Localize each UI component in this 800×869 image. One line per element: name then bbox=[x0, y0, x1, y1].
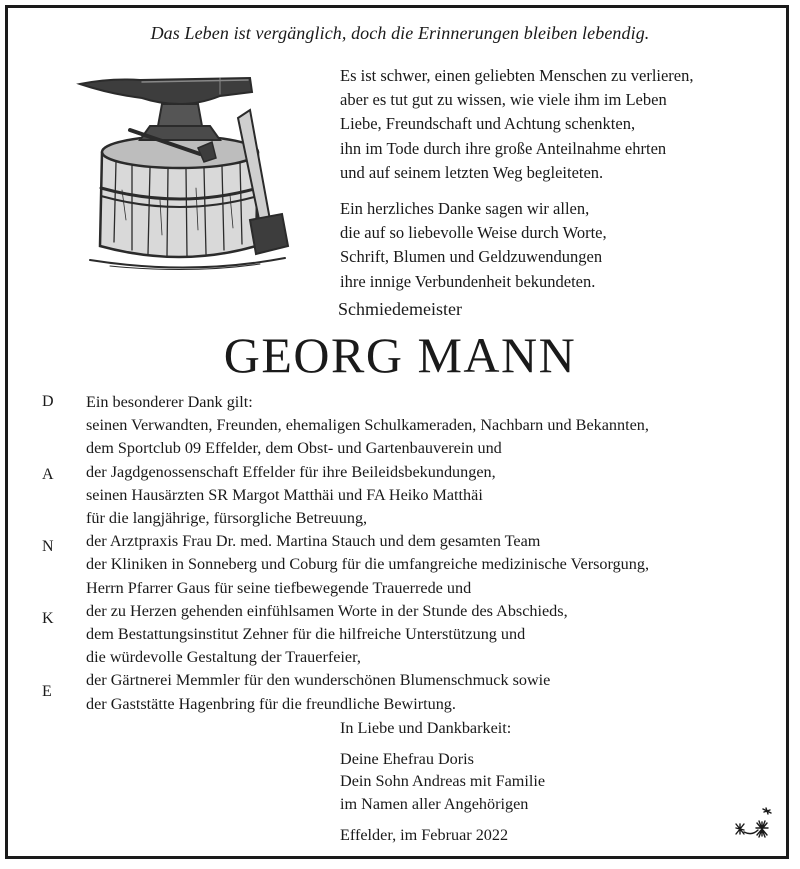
intro-text bbox=[340, 64, 780, 294]
intro-line: die auf so liebevolle Weise durch Worte, bbox=[340, 223, 607, 243]
thanks-line: der Gärtnerei Memmler für den wunderschönen Blumenschmuck sowie bbox=[86, 671, 551, 690]
intro-line: Ein herzliches Danke sagen wir allen, bbox=[340, 199, 590, 219]
thanks-line: Herrn Pfarrer Gaus für seine tiefbewegende Trauerrede und bbox=[86, 578, 472, 597]
deceased-name: GEORG MANN bbox=[223, 327, 577, 383]
intro-line: Liebe, Freundschaft und Achtung schenkten, bbox=[340, 114, 636, 134]
intro-line: Es ist schwer, einen geliebten Menschen zu verlieren, bbox=[340, 66, 694, 85]
thanks-line: der zu Herzen gehenden einfühlsamen Worte in der Stunde des Abschieds, bbox=[86, 601, 568, 620]
floral-sprig-icon bbox=[726, 806, 776, 846]
signer: Deine Ehefrau Doris bbox=[340, 749, 474, 768]
thanks-line: dem Sportclub 09 Effelder, dem Obst- und Gartenbauverein und bbox=[86, 439, 502, 458]
signer: im Namen aller Angehörigen bbox=[340, 794, 529, 813]
place-date: Effelder, im Februar 2022 bbox=[340, 826, 509, 844]
thanks-text bbox=[86, 391, 786, 716]
intro-line: aber es tut gut zu wissen, wie viele ihm im Leben bbox=[340, 90, 667, 110]
dank-letter: K bbox=[42, 610, 54, 627]
thanks-line: dem Bestattungsinstitut Zehner für die hilfreiche Unterstützung und bbox=[86, 625, 526, 644]
thanks-line: die würdevolle Gestaltung der Trauerfeier, bbox=[86, 648, 361, 667]
closing-greeting: In Liebe und Dankbarkeit: bbox=[340, 719, 512, 737]
thanks-line: seinen Hausärzten SR Margot Matthäi und FA Heiko Matthäi bbox=[86, 485, 483, 504]
intro-line: und auf seinem letzten Weg begleiteten. bbox=[340, 162, 604, 182]
thanks-line: Ein besonderer Dank gilt: bbox=[86, 393, 253, 411]
intro-paragraph-2 bbox=[340, 197, 780, 294]
thanks-line: der Kliniken in Sonneberg und Coburg für die umfangreiche medizinische Versorgung, bbox=[86, 555, 649, 574]
intro-line: Schrift, Blumen und Geldzuwendungen bbox=[340, 247, 603, 267]
profession: Schmiedemeister bbox=[338, 299, 462, 319]
intro-paragraph-1 bbox=[340, 64, 780, 185]
intro-line: ihre innige Verbundenheit bekundeten. bbox=[340, 271, 596, 291]
signer: Dein Sohn Andreas mit Familie bbox=[340, 772, 546, 790]
dank-letter: D bbox=[42, 393, 54, 410]
intro-line: ihn im Tode durch ihre große Anteilnahme ehrten bbox=[340, 138, 667, 158]
dank-letter: N bbox=[42, 538, 54, 555]
dank-letter: A bbox=[42, 466, 54, 483]
signers bbox=[340, 748, 545, 816]
thanks-line: der Gaststätte Hagenbring für die freundliche Bewirtung. bbox=[86, 694, 456, 713]
anvil-on-stump-with-hammer-icon bbox=[70, 70, 320, 275]
closing-block bbox=[340, 717, 545, 815]
thanks-line: für die langjährige, fürsorgliche Betreuung, bbox=[86, 509, 368, 528]
thanks-line: der Arztpraxis Frau Dr. med. Martina Stauch und dem gesamten Team bbox=[86, 532, 541, 551]
motto: Das Leben ist vergänglich, doch die Erinnerungen bleiben lebendig. bbox=[150, 23, 650, 43]
dank-letter: E bbox=[42, 683, 52, 700]
thanks-line: der Jagdgenossenschaft Effelder für ihre Beileidsbekundungen, bbox=[86, 462, 496, 481]
thanks-line: seinen Verwandten, Freunden, ehemaligen Schulkameraden, Nachbarn und Bekannten, bbox=[86, 416, 649, 435]
